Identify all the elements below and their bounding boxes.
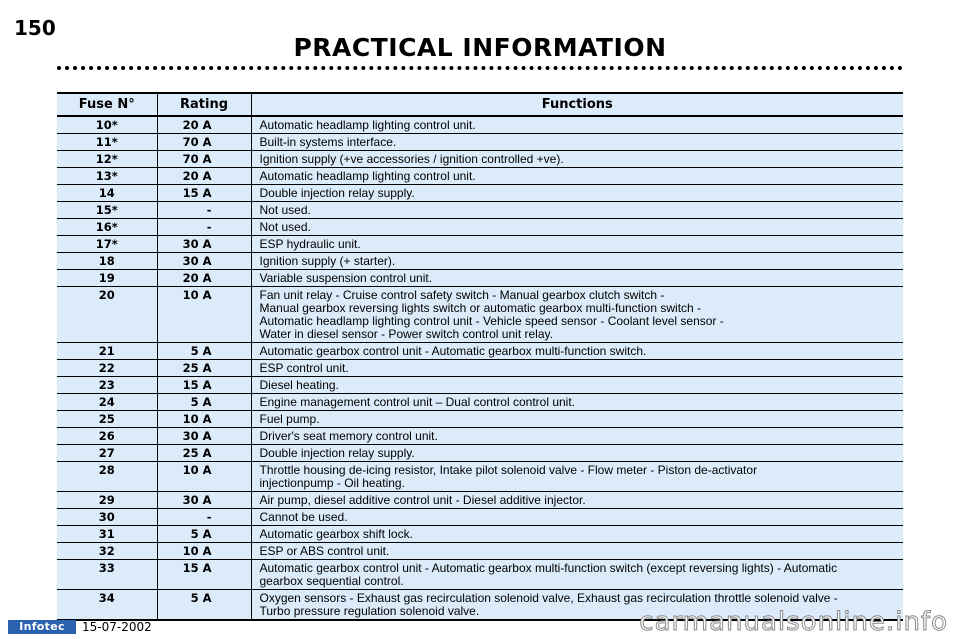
table-row: [57, 492, 903, 509]
function-line: gearbox sequential control.: [259, 574, 404, 588]
page-number: 150: [14, 16, 56, 40]
fuse-number-cell: 20: [57, 287, 157, 343]
rating-cell: 70 A: [157, 151, 251, 168]
function-cell: [251, 202, 903, 219]
table-row: [57, 445, 903, 462]
table-row: [57, 377, 903, 394]
rating-cell: 30 A: [157, 253, 251, 270]
function-line: Double injection relay supply.: [259, 186, 415, 200]
table-row: [57, 428, 903, 445]
function-cell: [251, 428, 903, 445]
table-row: [57, 343, 903, 360]
function-cell: [251, 411, 903, 428]
fuse-number-cell: 17*: [57, 236, 157, 253]
function-line: Automatic gearbox control unit - Automatic gearbox multi-function switch (except reversing lights) - Automatic: [259, 561, 838, 575]
fuse-number-cell: 10*: [57, 116, 157, 134]
function-cell: [251, 543, 903, 560]
fuse-number-cell: 15*: [57, 202, 157, 219]
fuse-number-cell: 29: [57, 492, 157, 509]
function-line: Automatic headlamp lighting control unit.: [259, 169, 476, 183]
table-row: [57, 151, 903, 168]
title-divider: [57, 66, 903, 70]
function-line: ESP or ABS control unit.: [259, 544, 390, 558]
rating-cell: 70 A: [157, 134, 251, 151]
fuse-number-cell: 25: [57, 411, 157, 428]
rating-cell: 30 A: [157, 428, 251, 445]
function-line: ESP hydraulic unit.: [259, 237, 361, 251]
function-cell: [251, 462, 903, 492]
rating-cell: 10 A: [157, 287, 251, 343]
table-row: [57, 270, 903, 287]
fuse-number-cell: 18: [57, 253, 157, 270]
fuse-number-cell: 27: [57, 445, 157, 462]
fuse-number-cell: 22: [57, 360, 157, 377]
rating-cell: 30 A: [157, 492, 251, 509]
function-line: ESP control unit.: [259, 361, 349, 375]
function-cell: [251, 185, 903, 202]
fuse-number-cell: 12*: [57, 151, 157, 168]
rating-cell: 20 A: [157, 168, 251, 185]
rating-cell: -: [157, 509, 251, 526]
rating-cell: 5 A: [157, 343, 251, 360]
function-line: Not used.: [259, 220, 311, 234]
table-row: [57, 116, 903, 134]
table-row: [57, 509, 903, 526]
function-cell: [251, 116, 903, 134]
table-header-row: [57, 93, 903, 116]
fuse-number-cell: 31: [57, 526, 157, 543]
fuse-number-cell: 23: [57, 377, 157, 394]
fuse-number-cell: 30: [57, 509, 157, 526]
function-cell: [251, 377, 903, 394]
function-cell: [251, 287, 903, 343]
rating-cell: 20 A: [157, 270, 251, 287]
header-fuse-number: Fuse N°: [57, 93, 157, 116]
table-row: [57, 202, 903, 219]
header-functions: Functions: [251, 93, 903, 116]
rating-cell: 10 A: [157, 411, 251, 428]
rating-cell: 25 A: [157, 360, 251, 377]
table-row: [57, 253, 903, 270]
fuse-number-cell: 34: [57, 590, 157, 621]
function-line: Water in diesel sensor - Power switch control unit relay.: [259, 327, 553, 341]
function-cell: [251, 394, 903, 411]
function-cell: [251, 253, 903, 270]
function-line: Throttle housing de-icing resistor, Intake pilot solenoid valve - Flow meter - Piston de-activator: [259, 463, 758, 477]
function-line: Ignition supply (+ starter).: [259, 254, 396, 268]
function-line: Double injection relay supply.: [259, 446, 415, 460]
fuse-number-cell: 16*: [57, 219, 157, 236]
rating-cell: 15 A: [157, 185, 251, 202]
function-line: Automatic gearbox shift lock.: [259, 527, 413, 541]
function-cell: [251, 526, 903, 543]
function-line: Automatic headlamp lighting control unit.: [259, 118, 476, 132]
table-row: [57, 411, 903, 428]
rating-cell: -: [157, 219, 251, 236]
function-cell: [251, 360, 903, 377]
table-row: [57, 236, 903, 253]
table-row: [57, 394, 903, 411]
table-row: [57, 219, 903, 236]
table-row: [57, 462, 903, 492]
fuse-number-cell: 26: [57, 428, 157, 445]
function-cell: [251, 560, 903, 590]
function-cell: [251, 509, 903, 526]
infotec-logo: Infotec: [8, 620, 76, 634]
rating-cell: 30 A: [157, 236, 251, 253]
table-row: [57, 360, 903, 377]
function-line: Turbo pressure regulation solenoid valve.: [259, 604, 480, 618]
rating-cell: 15 A: [157, 560, 251, 590]
function-cell: [251, 236, 903, 253]
fuse-table: [57, 92, 903, 621]
function-line: Built-in systems interface.: [259, 135, 397, 149]
function-cell: [251, 168, 903, 185]
function-line: Manual gearbox reversing lights switch or automatic gearbox multi-function switch -: [259, 301, 702, 315]
rating-cell: 20 A: [157, 116, 251, 134]
function-line: Not used.: [259, 203, 311, 217]
fuse-number-cell: 13*: [57, 168, 157, 185]
function-line: Variable suspension control unit.: [259, 271, 433, 285]
function-line: Driver's seat memory control unit.: [259, 429, 438, 443]
fuse-table-body: [57, 116, 903, 620]
fuse-number-cell: 33: [57, 560, 157, 590]
function-line: Automatic gearbox control unit - Automatic gearbox multi-function switch.: [259, 344, 647, 358]
rating-cell: 15 A: [157, 377, 251, 394]
table-row: [57, 287, 903, 343]
function-line: Cannot be used.: [259, 510, 348, 524]
page-title: PRACTICAL INFORMATION: [293, 33, 667, 62]
header-rating: Rating: [157, 93, 251, 116]
function-line: Ignition supply (+ve accessories / ignition controlled +ve).: [259, 152, 564, 166]
fuse-number-cell: 19: [57, 270, 157, 287]
table-row: [57, 543, 903, 560]
fuse-number-cell: 24: [57, 394, 157, 411]
fuse-number-cell: 21: [57, 343, 157, 360]
function-cell: [251, 270, 903, 287]
table-row: [57, 168, 903, 185]
function-cell: [251, 219, 903, 236]
table-row: [57, 526, 903, 543]
table-row: [57, 185, 903, 202]
table-row: [57, 560, 903, 590]
function-line: Oxygen sensors - Exhaust gas recirculation solenoid valve, Exhaust gas recirculation throttle solenoid valve -: [259, 591, 838, 605]
fuse-number-cell: 11*: [57, 134, 157, 151]
fuse-number-cell: 28: [57, 462, 157, 492]
function-line: Engine management control unit – Dual control control unit.: [259, 395, 576, 409]
fuse-number-cell: 32: [57, 543, 157, 560]
function-line: Fan unit relay - Cruise control safety switch - Manual gearbox clutch switch -: [259, 288, 665, 302]
rating-cell: -: [157, 202, 251, 219]
function-line: Fuel pump.: [259, 412, 320, 426]
function-cell: [251, 343, 903, 360]
function-cell: [251, 445, 903, 462]
rating-cell: 10 A: [157, 462, 251, 492]
footer-date: 15-07-2002: [82, 620, 152, 634]
fuse-number-cell: 14: [57, 185, 157, 202]
table-row: [57, 134, 903, 151]
function-line: injectionpump - Oil heating.: [259, 476, 405, 490]
watermark: carmanualsonline.info: [639, 607, 948, 637]
rating-cell: 25 A: [157, 445, 251, 462]
function-line: Diesel heating.: [259, 378, 339, 392]
function-cell: [251, 151, 903, 168]
function-cell: [251, 134, 903, 151]
function-cell: [251, 492, 903, 509]
function-line: Air pump, diesel additive control unit - Diesel additive injector.: [259, 493, 586, 507]
rating-cell: 5 A: [157, 590, 251, 621]
function-line: Automatic headlamp lighting control unit - Vehicle speed sensor - Coolant level sensor -: [259, 314, 724, 328]
rating-cell: 5 A: [157, 394, 251, 411]
rating-cell: 5 A: [157, 526, 251, 543]
rating-cell: 10 A: [157, 543, 251, 560]
